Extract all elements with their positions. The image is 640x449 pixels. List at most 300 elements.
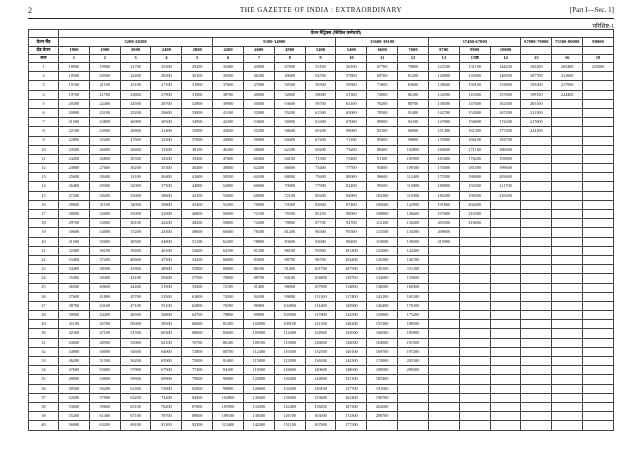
pay-value-cell: 51900 bbox=[151, 283, 182, 292]
pay-value-cell: 115800 bbox=[398, 182, 429, 191]
pay-value-cell: 61500 bbox=[305, 108, 336, 117]
pay-value-cell: 45700 bbox=[120, 292, 151, 301]
pay-value-cell: 130100 bbox=[367, 265, 398, 274]
pay-value-cell: 45700 bbox=[89, 320, 120, 329]
pay-value-cell bbox=[459, 347, 490, 356]
pay-value-cell: 211600 bbox=[552, 72, 583, 81]
row-index-cell: 15 bbox=[29, 191, 59, 200]
pay-value-cell: 85800 bbox=[367, 136, 398, 145]
pay-band-cell: 9300-34800 bbox=[213, 38, 336, 47]
pay-value-cell: 160600 bbox=[428, 145, 459, 154]
pay-value-cell: 19900 bbox=[89, 63, 120, 72]
pay-value-cell bbox=[552, 200, 583, 209]
pay-value-cell: 66000 bbox=[274, 164, 305, 173]
pay-value-cell: 128600 bbox=[305, 338, 336, 347]
pay-value-cell: 170400 bbox=[428, 164, 459, 173]
pay-value-cell: 91100 bbox=[367, 154, 398, 163]
pay-value-cell: 31000 bbox=[182, 81, 213, 90]
pay-value-cell: 56300 bbox=[305, 81, 336, 90]
pay-value-cell: 197200 bbox=[398, 347, 429, 356]
pay-value-cell bbox=[552, 237, 583, 246]
pay-value-cell: 177400 bbox=[490, 127, 521, 136]
pay-value-cell: 56900 bbox=[243, 136, 274, 145]
pay-value-cell: 75600 bbox=[305, 173, 336, 182]
pay-value-cell: 38700 bbox=[213, 90, 244, 99]
pay-value-cell: 82400 bbox=[336, 182, 367, 191]
pay-value-cell bbox=[428, 366, 459, 375]
pay-value-cell bbox=[490, 384, 521, 393]
pay-value-cell bbox=[521, 246, 552, 255]
pay-value-cell: 102500 bbox=[367, 191, 398, 200]
pay-value-cell: 72100 bbox=[243, 210, 274, 219]
pay-value-cell: 23800 bbox=[120, 90, 151, 99]
pay-value-cell bbox=[490, 421, 521, 430]
table-row bbox=[29, 357, 614, 366]
pay-value-cell: 74200 bbox=[151, 393, 182, 402]
pay-value-cell: 119000 bbox=[367, 237, 398, 246]
pay-value-cell: 48900 bbox=[151, 265, 182, 274]
pay-band-cell: 5200-20200 bbox=[59, 38, 213, 47]
pay-value-cell: 46200 bbox=[243, 72, 274, 81]
pay-value-cell bbox=[398, 384, 429, 393]
pay-value-cell: 167900 bbox=[305, 421, 336, 430]
pay-value-cell: 27100 bbox=[151, 81, 182, 90]
pay-value-cell: 76500 bbox=[274, 210, 305, 219]
pay-value-cell bbox=[583, 210, 614, 219]
pay-value-cell: 27200 bbox=[59, 191, 90, 200]
pay-value-cell: 38700 bbox=[59, 301, 90, 310]
pay-value-cell: 124900 bbox=[305, 329, 336, 338]
pay-value-cell: 44100 bbox=[182, 191, 213, 200]
pay-value-cell: 71800 bbox=[367, 81, 398, 90]
pay-value-cell: 58600 bbox=[243, 145, 274, 154]
pay-value-cell: 72100 bbox=[213, 283, 244, 292]
pay-value-cell bbox=[459, 292, 490, 301]
pay-value-cell: 105900 bbox=[213, 402, 244, 411]
pay-value-cell: 122900 bbox=[274, 357, 305, 366]
row-index-cell: 33 bbox=[29, 357, 59, 366]
pay-value-cell bbox=[521, 402, 552, 411]
pay-value-cell: 148500 bbox=[490, 72, 521, 81]
row-index-cell: 12 bbox=[29, 164, 59, 173]
pay-value-cell: 62200 bbox=[213, 237, 244, 246]
pay-value-cell: 80000 bbox=[336, 173, 367, 182]
pay-value-cell bbox=[521, 292, 552, 301]
pay-value-cell bbox=[583, 127, 614, 136]
pay-value-cell: 20500 bbox=[89, 72, 120, 81]
pay-value-cell: 143300 bbox=[459, 90, 490, 99]
pay-value-cell: 34400 bbox=[59, 265, 90, 274]
pay-value-cell bbox=[428, 375, 459, 384]
pay-value-cell: 115800 bbox=[243, 357, 274, 366]
pay-value-cell: 86100 bbox=[243, 265, 274, 274]
pay-value-cell bbox=[459, 393, 490, 402]
pay-value-cell: 81200 bbox=[213, 320, 244, 329]
pay-value-cell: 88700 bbox=[243, 274, 274, 283]
pay-value-cell bbox=[459, 265, 490, 274]
pay-value-cell: 56100 bbox=[336, 63, 367, 72]
pay-value-cell: 191800 bbox=[428, 200, 459, 209]
pay-value-cell bbox=[490, 412, 521, 421]
pay-value-cell: 40600 bbox=[89, 283, 120, 292]
pay-value-cell: 20900 bbox=[59, 108, 90, 117]
pay-value-cell: 126300 bbox=[367, 255, 398, 264]
pay-value-cell bbox=[583, 118, 614, 127]
pay-value-cell: 99800 bbox=[398, 136, 429, 145]
table-row bbox=[29, 182, 614, 191]
pay-value-cell: 110700 bbox=[336, 274, 367, 283]
table-row bbox=[29, 210, 614, 219]
table-row bbox=[29, 366, 614, 375]
pay-value-cell: 102800 bbox=[213, 393, 244, 402]
pay-value-cell: 180800 bbox=[428, 182, 459, 191]
pay-value-cell bbox=[583, 99, 614, 108]
pay-value-cell: 31500 bbox=[59, 237, 90, 246]
pay-value-cell: 61400 bbox=[120, 384, 151, 393]
pay-value-cell: 91400 bbox=[243, 283, 274, 292]
pay-value-cell: 39400 bbox=[89, 274, 120, 283]
pay-value-cell: 70000 bbox=[213, 274, 244, 283]
pay-value-cell bbox=[490, 228, 521, 237]
pay-value-cell: 142100 bbox=[367, 292, 398, 301]
pay-value-cell bbox=[428, 329, 459, 338]
pay-value-cell: 35900 bbox=[182, 127, 213, 136]
table-row bbox=[29, 301, 614, 310]
pay-band-label: वेतन बैंड bbox=[29, 38, 59, 47]
pay-value-cell: 101400 bbox=[336, 246, 367, 255]
pay-value-cell: 24500 bbox=[89, 127, 120, 136]
pay-value-cell: 112400 bbox=[243, 347, 274, 356]
grade-pay-cell: 5400 bbox=[336, 47, 367, 55]
pay-value-cell: 88700 bbox=[274, 255, 305, 264]
pay-value-cell: 41600 bbox=[182, 173, 213, 182]
pay-value-cell: 52000 bbox=[243, 108, 274, 117]
pay-value-cell: 92300 bbox=[182, 421, 213, 430]
row-index-cell: 29 bbox=[29, 320, 59, 329]
pay-value-cell bbox=[552, 136, 583, 145]
pay-value-cell bbox=[583, 182, 614, 191]
pay-value-cell: 140100 bbox=[336, 347, 367, 356]
pay-value-cell: 53000 bbox=[89, 366, 120, 375]
pay-value-cell: 67100 bbox=[120, 412, 151, 421]
pay-value-cell bbox=[583, 357, 614, 366]
grade-pay-cell: 6600 bbox=[367, 47, 398, 55]
row-index-cell: 8 bbox=[29, 127, 59, 136]
pay-value-cell: 28400 bbox=[89, 173, 120, 182]
pay-value-cell: 81200 bbox=[398, 72, 429, 81]
pay-value-cell bbox=[521, 283, 552, 292]
pay-value-cell bbox=[552, 384, 583, 393]
pay-value-cell: 102800 bbox=[274, 301, 305, 310]
pay-value-cell bbox=[552, 357, 583, 366]
grade-pay-cell: 2800 bbox=[182, 47, 213, 55]
pay-value-cell: 21700 bbox=[120, 63, 151, 72]
pay-value-cell: 44900 bbox=[213, 136, 244, 145]
pay-value-cell: 216600 bbox=[459, 219, 490, 228]
table-row bbox=[29, 292, 614, 301]
pay-value-cell: 56900 bbox=[213, 210, 244, 219]
pay-value-cell bbox=[459, 274, 490, 283]
pay-value-cell: 63200 bbox=[89, 421, 120, 430]
pay-value-cell: 165100 bbox=[398, 292, 429, 301]
pay-value-cell: 150800 bbox=[367, 311, 398, 320]
pay-value-cell bbox=[521, 311, 552, 320]
pay-value-cell: 36500 bbox=[59, 283, 90, 292]
pay-value-cell bbox=[552, 228, 583, 237]
pay-value-cell bbox=[459, 246, 490, 255]
pay-value-cell bbox=[428, 283, 459, 292]
pay-value-cell bbox=[521, 357, 552, 366]
pay-value-cell: 109100 bbox=[274, 320, 305, 329]
pay-value-cell bbox=[490, 219, 521, 228]
pay-value-cell: 68600 bbox=[182, 329, 213, 338]
pay-value-cell: 39900 bbox=[213, 99, 244, 108]
pay-value-cell bbox=[428, 402, 459, 411]
pay-value-cell: 85100 bbox=[305, 210, 336, 219]
grade-pay-label: ग्रेड वेतन bbox=[29, 47, 59, 55]
pay-value-cell: 75400 bbox=[336, 154, 367, 163]
pay-value-cell: 48500 bbox=[89, 338, 120, 347]
pay-value-cell bbox=[521, 164, 552, 173]
pay-value-cell: 156600 bbox=[459, 118, 490, 127]
level-number-cell: 13 bbox=[428, 55, 459, 63]
pay-value-cell: 29300 bbox=[120, 154, 151, 163]
pay-value-cell: 52000 bbox=[213, 182, 244, 191]
pay-value-cell: 109100 bbox=[243, 338, 274, 347]
pay-value-cell: 119300 bbox=[243, 366, 274, 375]
grade-pay-cell: 4600 bbox=[243, 47, 274, 55]
grade-pay-cell: 8700 bbox=[428, 47, 459, 55]
pay-value-cell: 32000 bbox=[120, 182, 151, 191]
pay-value-cell: 162400 bbox=[336, 393, 367, 402]
pay-value-cell: 36100 bbox=[89, 246, 120, 255]
pay-value-cell bbox=[459, 320, 490, 329]
pay-value-cell: 134300 bbox=[398, 228, 429, 237]
pay-value-cell bbox=[552, 311, 583, 320]
pay-value-cell: 35400 bbox=[213, 63, 244, 72]
pay-value-cell: 142400 bbox=[274, 402, 305, 411]
pay-value-cell: 62100 bbox=[151, 338, 182, 347]
pay-value-cell: 149100 bbox=[305, 384, 336, 393]
pay-value-cell: 34900 bbox=[182, 118, 213, 127]
pay-value-cell: 176200 bbox=[459, 154, 490, 163]
pay-value-cell: 186900 bbox=[459, 173, 490, 182]
pay-value-cell: 55200 bbox=[274, 108, 305, 117]
pay-value-cell: 77700 bbox=[336, 164, 367, 173]
pay-value-cell: 88400 bbox=[367, 145, 398, 154]
table-row bbox=[29, 154, 614, 163]
pay-value-cell: 78800 bbox=[243, 237, 274, 246]
pay-value-cell: 44900 bbox=[243, 63, 274, 72]
row-index-cell: 38 bbox=[29, 402, 59, 411]
pay-value-cell: 20300 bbox=[59, 99, 90, 108]
pay-value-cell: 49000 bbox=[243, 90, 274, 99]
row-index-cell: 36 bbox=[29, 384, 59, 393]
table-row bbox=[29, 255, 614, 264]
pay-value-cell: 78800 bbox=[213, 311, 244, 320]
row-index-cell: 37 bbox=[29, 393, 59, 402]
row-index-cell: 25 bbox=[29, 283, 59, 292]
pay-value-cell: 108800 bbox=[367, 210, 398, 219]
pay-value-cell: 47100 bbox=[89, 329, 120, 338]
pay-value-cell: 218200 bbox=[490, 191, 521, 200]
row-index-cell: 35 bbox=[29, 375, 59, 384]
pay-value-cell: 130400 bbox=[243, 393, 274, 402]
pay-value-cell: 112400 bbox=[398, 173, 429, 182]
pay-value-cell: 87400 bbox=[336, 200, 367, 209]
pay-value-cell bbox=[490, 311, 521, 320]
pay-value-cell bbox=[459, 384, 490, 393]
pay-value-cell: 102800 bbox=[243, 320, 274, 329]
pay-value-cell: 98400 bbox=[336, 237, 367, 246]
pay-value-cell: 205100 bbox=[521, 99, 552, 108]
pay-value-cell: 211300 bbox=[521, 108, 552, 117]
pay-value-cell: 55200 bbox=[59, 412, 90, 421]
row-index-cell: 13 bbox=[29, 173, 59, 182]
pay-value-cell bbox=[521, 154, 552, 163]
pay-value-cell bbox=[583, 228, 614, 237]
pay-value-cell: 49000 bbox=[274, 72, 305, 81]
pay-value-cell bbox=[583, 145, 614, 154]
row-index-cell: 1 bbox=[29, 63, 59, 72]
pay-value-cell: 47500 bbox=[151, 255, 182, 264]
pay-value-cell bbox=[583, 347, 614, 356]
pay-value-cell bbox=[459, 237, 490, 246]
pay-value-cell: 64100 bbox=[243, 173, 274, 182]
pay-value-cell bbox=[521, 145, 552, 154]
pay-value-cell: 82600 bbox=[305, 200, 336, 209]
pay-value-cell: 34300 bbox=[151, 154, 182, 163]
pay-value-cell bbox=[428, 421, 459, 430]
pay-value-cell: 126600 bbox=[243, 384, 274, 393]
pay-value-cell: 58600 bbox=[274, 127, 305, 136]
table-row bbox=[29, 384, 614, 393]
pay-value-cell bbox=[459, 366, 490, 375]
pay-value-cell: 170100 bbox=[398, 301, 429, 310]
gazette-title: THE GAZETTE OF INDIA : EXTRAORDINARY bbox=[239, 6, 403, 14]
pay-value-cell: 74000 bbox=[367, 90, 398, 99]
pay-value-cell bbox=[521, 329, 552, 338]
pay-value-cell: 47600 bbox=[213, 154, 244, 163]
pay-value-cell: 76200 bbox=[367, 99, 398, 108]
row-index-cell: 20 bbox=[29, 237, 59, 246]
pay-value-cell: 49600 bbox=[182, 228, 213, 237]
pay-value-cell: 27600 bbox=[89, 164, 120, 173]
pay-value-cell: 61000 bbox=[182, 292, 213, 301]
pay-value-cell bbox=[521, 228, 552, 237]
pay-value-cell bbox=[428, 412, 459, 421]
pay-value-cell: 96600 bbox=[367, 173, 398, 182]
pay-value-cell: 99800 bbox=[213, 384, 244, 393]
pay-value-cell: 146700 bbox=[274, 412, 305, 421]
pay-value-cell: 96900 bbox=[243, 301, 274, 310]
pay-value-cell: 224100 bbox=[521, 127, 552, 136]
pay-value-cell: 208700 bbox=[367, 412, 398, 421]
pay-value-cell: 59600 bbox=[120, 375, 151, 384]
pay-value-cell: 140600 bbox=[305, 366, 336, 375]
pay-value-cell bbox=[398, 375, 429, 384]
pay-value-cell: 31400 bbox=[151, 127, 182, 136]
pay-value-cell: 53600 bbox=[59, 402, 90, 411]
pay-value-cell: 52000 bbox=[274, 90, 305, 99]
pay-value-cell: 163000 bbox=[305, 412, 336, 421]
row-index-cell: 17 bbox=[29, 210, 59, 219]
table-row bbox=[29, 200, 614, 209]
pay-value-cell: 124500 bbox=[336, 311, 367, 320]
pay-value-cell: 41800 bbox=[120, 265, 151, 274]
pay-value-cell bbox=[490, 200, 521, 209]
grade-pay-cell: 1800 bbox=[59, 47, 90, 55]
pay-value-cell: 67900 bbox=[151, 366, 182, 375]
pay-value-cell: 73200 bbox=[336, 145, 367, 154]
pay-band-cell: 80000 bbox=[583, 38, 614, 47]
grade-pay-cell: 2000 bbox=[120, 47, 151, 55]
pay-value-cell: 64100 bbox=[274, 154, 305, 163]
pay-value-cell: 43100 bbox=[120, 274, 151, 283]
pay-value-cell: 117400 bbox=[336, 292, 367, 301]
table-row bbox=[29, 99, 614, 108]
pay-value-cell: 38100 bbox=[182, 145, 213, 154]
pay-value-cell: 107500 bbox=[336, 265, 367, 274]
table-row bbox=[29, 320, 614, 329]
pay-value-cell bbox=[552, 182, 583, 191]
pay-value-cell: 25200 bbox=[120, 108, 151, 117]
pay-value-cell: 33300 bbox=[151, 145, 182, 154]
pay-value-cell: 115800 bbox=[274, 338, 305, 347]
pay-value-cell bbox=[428, 357, 459, 366]
pay-value-cell: 55100 bbox=[151, 301, 182, 310]
pay-value-cell bbox=[490, 375, 521, 384]
pay-value-cell: 131100 bbox=[459, 63, 490, 72]
pay-value-cell: 40400 bbox=[182, 164, 213, 173]
level-number-cell: 10 bbox=[336, 55, 367, 63]
row-index-cell: 39 bbox=[29, 412, 59, 421]
pay-band-cell: 75500-80000 bbox=[552, 38, 583, 47]
pay-value-cell: 126600 bbox=[274, 366, 305, 375]
pay-value-cell bbox=[490, 329, 521, 338]
pay-value-cell: 104400 bbox=[336, 255, 367, 264]
table-row bbox=[29, 127, 614, 136]
pay-value-cell: 205600 bbox=[490, 173, 521, 182]
pay-value-cell bbox=[552, 154, 583, 163]
pay-value-cell bbox=[583, 81, 614, 90]
pay-value-cell: 61400 bbox=[89, 412, 120, 421]
pay-value-cell: 47100 bbox=[120, 301, 151, 310]
row-index-cell: 27 bbox=[29, 301, 59, 310]
table-row bbox=[29, 173, 614, 182]
pay-value-cell: 138000 bbox=[367, 283, 398, 292]
pay-value-cell: 29700 bbox=[59, 219, 90, 228]
pay-value-cell: 41100 bbox=[59, 320, 90, 329]
pay-value-cell: 57900 bbox=[120, 366, 151, 375]
pay-value-cell: 83600 bbox=[243, 255, 274, 264]
pay-value-cell bbox=[552, 320, 583, 329]
level-number-cell: 2 bbox=[89, 55, 120, 63]
pay-value-cell: 41800 bbox=[89, 292, 120, 301]
pay-value-cell: 76400 bbox=[151, 402, 182, 411]
pay-value-cell bbox=[459, 311, 490, 320]
pay-value-cell bbox=[428, 338, 459, 347]
row-index-cell: 28 bbox=[29, 311, 59, 320]
pay-value-cell bbox=[583, 393, 614, 402]
pay-value-cell: 30200 bbox=[120, 164, 151, 173]
pay-value-cell: 74300 bbox=[213, 292, 244, 301]
pay-value-cell: 35000 bbox=[89, 237, 120, 246]
grade-pay-cell: 8900 bbox=[459, 47, 490, 55]
pay-value-cell: 56900 bbox=[274, 118, 305, 127]
pay-value-cell: 46800 bbox=[182, 210, 213, 219]
pay-value-cell: 54600 bbox=[89, 375, 120, 384]
